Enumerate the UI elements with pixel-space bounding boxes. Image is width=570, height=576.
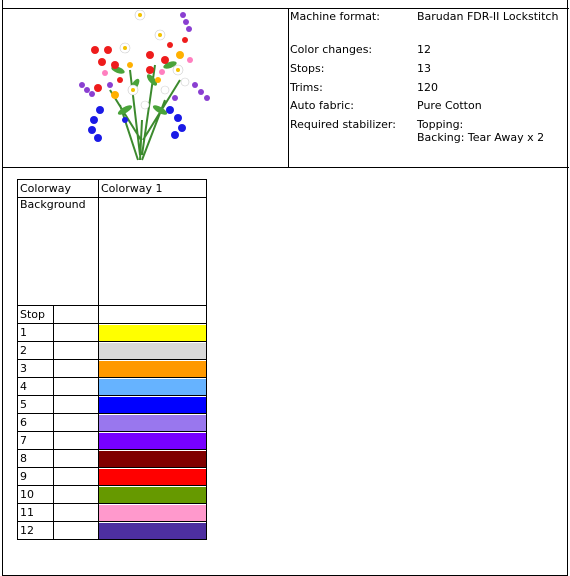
stop-row [18,378,207,396]
color-swatch [99,343,206,359]
spec-label: Machine format: [290,10,380,23]
stop-row [18,504,207,522]
stop-number: 9 [18,468,54,486]
stop-number: 1 [18,324,54,342]
stop-empty-cell [54,522,99,540]
divider-header [3,8,569,9]
flower-bouquet-icon [79,10,210,160]
spec-value: Barudan FDR-II Lockstitch [417,10,559,23]
spec-label: Color changes: [290,43,373,56]
stop-row [18,486,207,504]
stop-header-swatch-empty [99,306,207,324]
stop-color-cell [99,396,207,414]
embroidery-design-image [70,10,220,165]
color-swatch [99,325,206,341]
color-swatch [99,469,206,485]
stop-header: Stop [18,306,54,324]
stop-number: 11 [18,504,54,522]
stop-number: 4 [18,378,54,396]
stop-color-cell [99,468,207,486]
stop-empty-cell [54,450,99,468]
stop-row [18,324,207,342]
divider-vertical [288,8,289,167]
stop-empty-cell [54,468,99,486]
spec-value: Topping: Backing: Tear Away x 2 [417,118,545,144]
spec-label: Stops: [290,62,325,75]
stop-row [18,396,207,414]
stop-row [18,432,207,450]
stop-color-cell [99,504,207,522]
colorway-header-row [18,180,207,198]
color-swatch [99,415,206,431]
spec-value: Pure Cotton [417,99,482,112]
stop-empty-cell [54,504,99,522]
color-swatch [99,451,206,467]
stop-empty-cell [54,396,99,414]
color-swatch [99,379,206,395]
stop-color-cell [99,414,207,432]
color-swatch [99,487,206,503]
stop-row [18,522,207,540]
colorway-header: Colorway [18,180,99,198]
stop-empty-cell [54,486,99,504]
stop-color-cell [99,342,207,360]
stop-color-cell [99,324,207,342]
color-swatch [99,397,206,413]
spec-label: Trims: [290,81,323,94]
stop-row [18,468,207,486]
color-swatch [99,505,206,521]
colorway-1-header: Colorway 1 [99,180,207,198]
spec-value: 13 [417,62,431,75]
stop-row [18,450,207,468]
stop-number: 8 [18,450,54,468]
stop-empty-cell [54,432,99,450]
stop-color-cell [99,432,207,450]
stop-empty-cell [54,324,99,342]
stop-header-empty [54,306,99,324]
stop-number: 2 [18,342,54,360]
spec-label: Auto fabric: [290,99,354,112]
stop-color-cell [99,450,207,468]
stop-number: 6 [18,414,54,432]
background-swatch [99,198,207,306]
stop-rows [18,324,207,540]
stop-number: 12 [18,522,54,540]
stop-empty-cell [54,378,99,396]
color-swatch [99,433,206,449]
stop-number: 5 [18,396,54,414]
divider-middle [3,167,569,168]
stop-empty-cell [54,360,99,378]
stop-header-row [18,306,207,324]
stop-empty-cell [54,342,99,360]
stop-color-cell [99,378,207,396]
stop-number: 10 [18,486,54,504]
stop-color-cell [99,486,207,504]
stop-number: 3 [18,360,54,378]
stop-row [18,342,207,360]
background-row [18,198,207,306]
color-swatch [99,523,206,539]
background-label: Background [18,198,99,306]
stop-number: 7 [18,432,54,450]
spec-value: 120 [417,81,438,94]
stop-color-cell [99,360,207,378]
colorway-table [17,179,207,540]
stop-row [18,414,207,432]
color-swatch [99,361,206,377]
stop-empty-cell [54,414,99,432]
stop-color-cell [99,522,207,540]
spec-value: 12 [417,43,431,56]
spec-label: Required stabilizer: [290,118,396,131]
stop-row [18,360,207,378]
